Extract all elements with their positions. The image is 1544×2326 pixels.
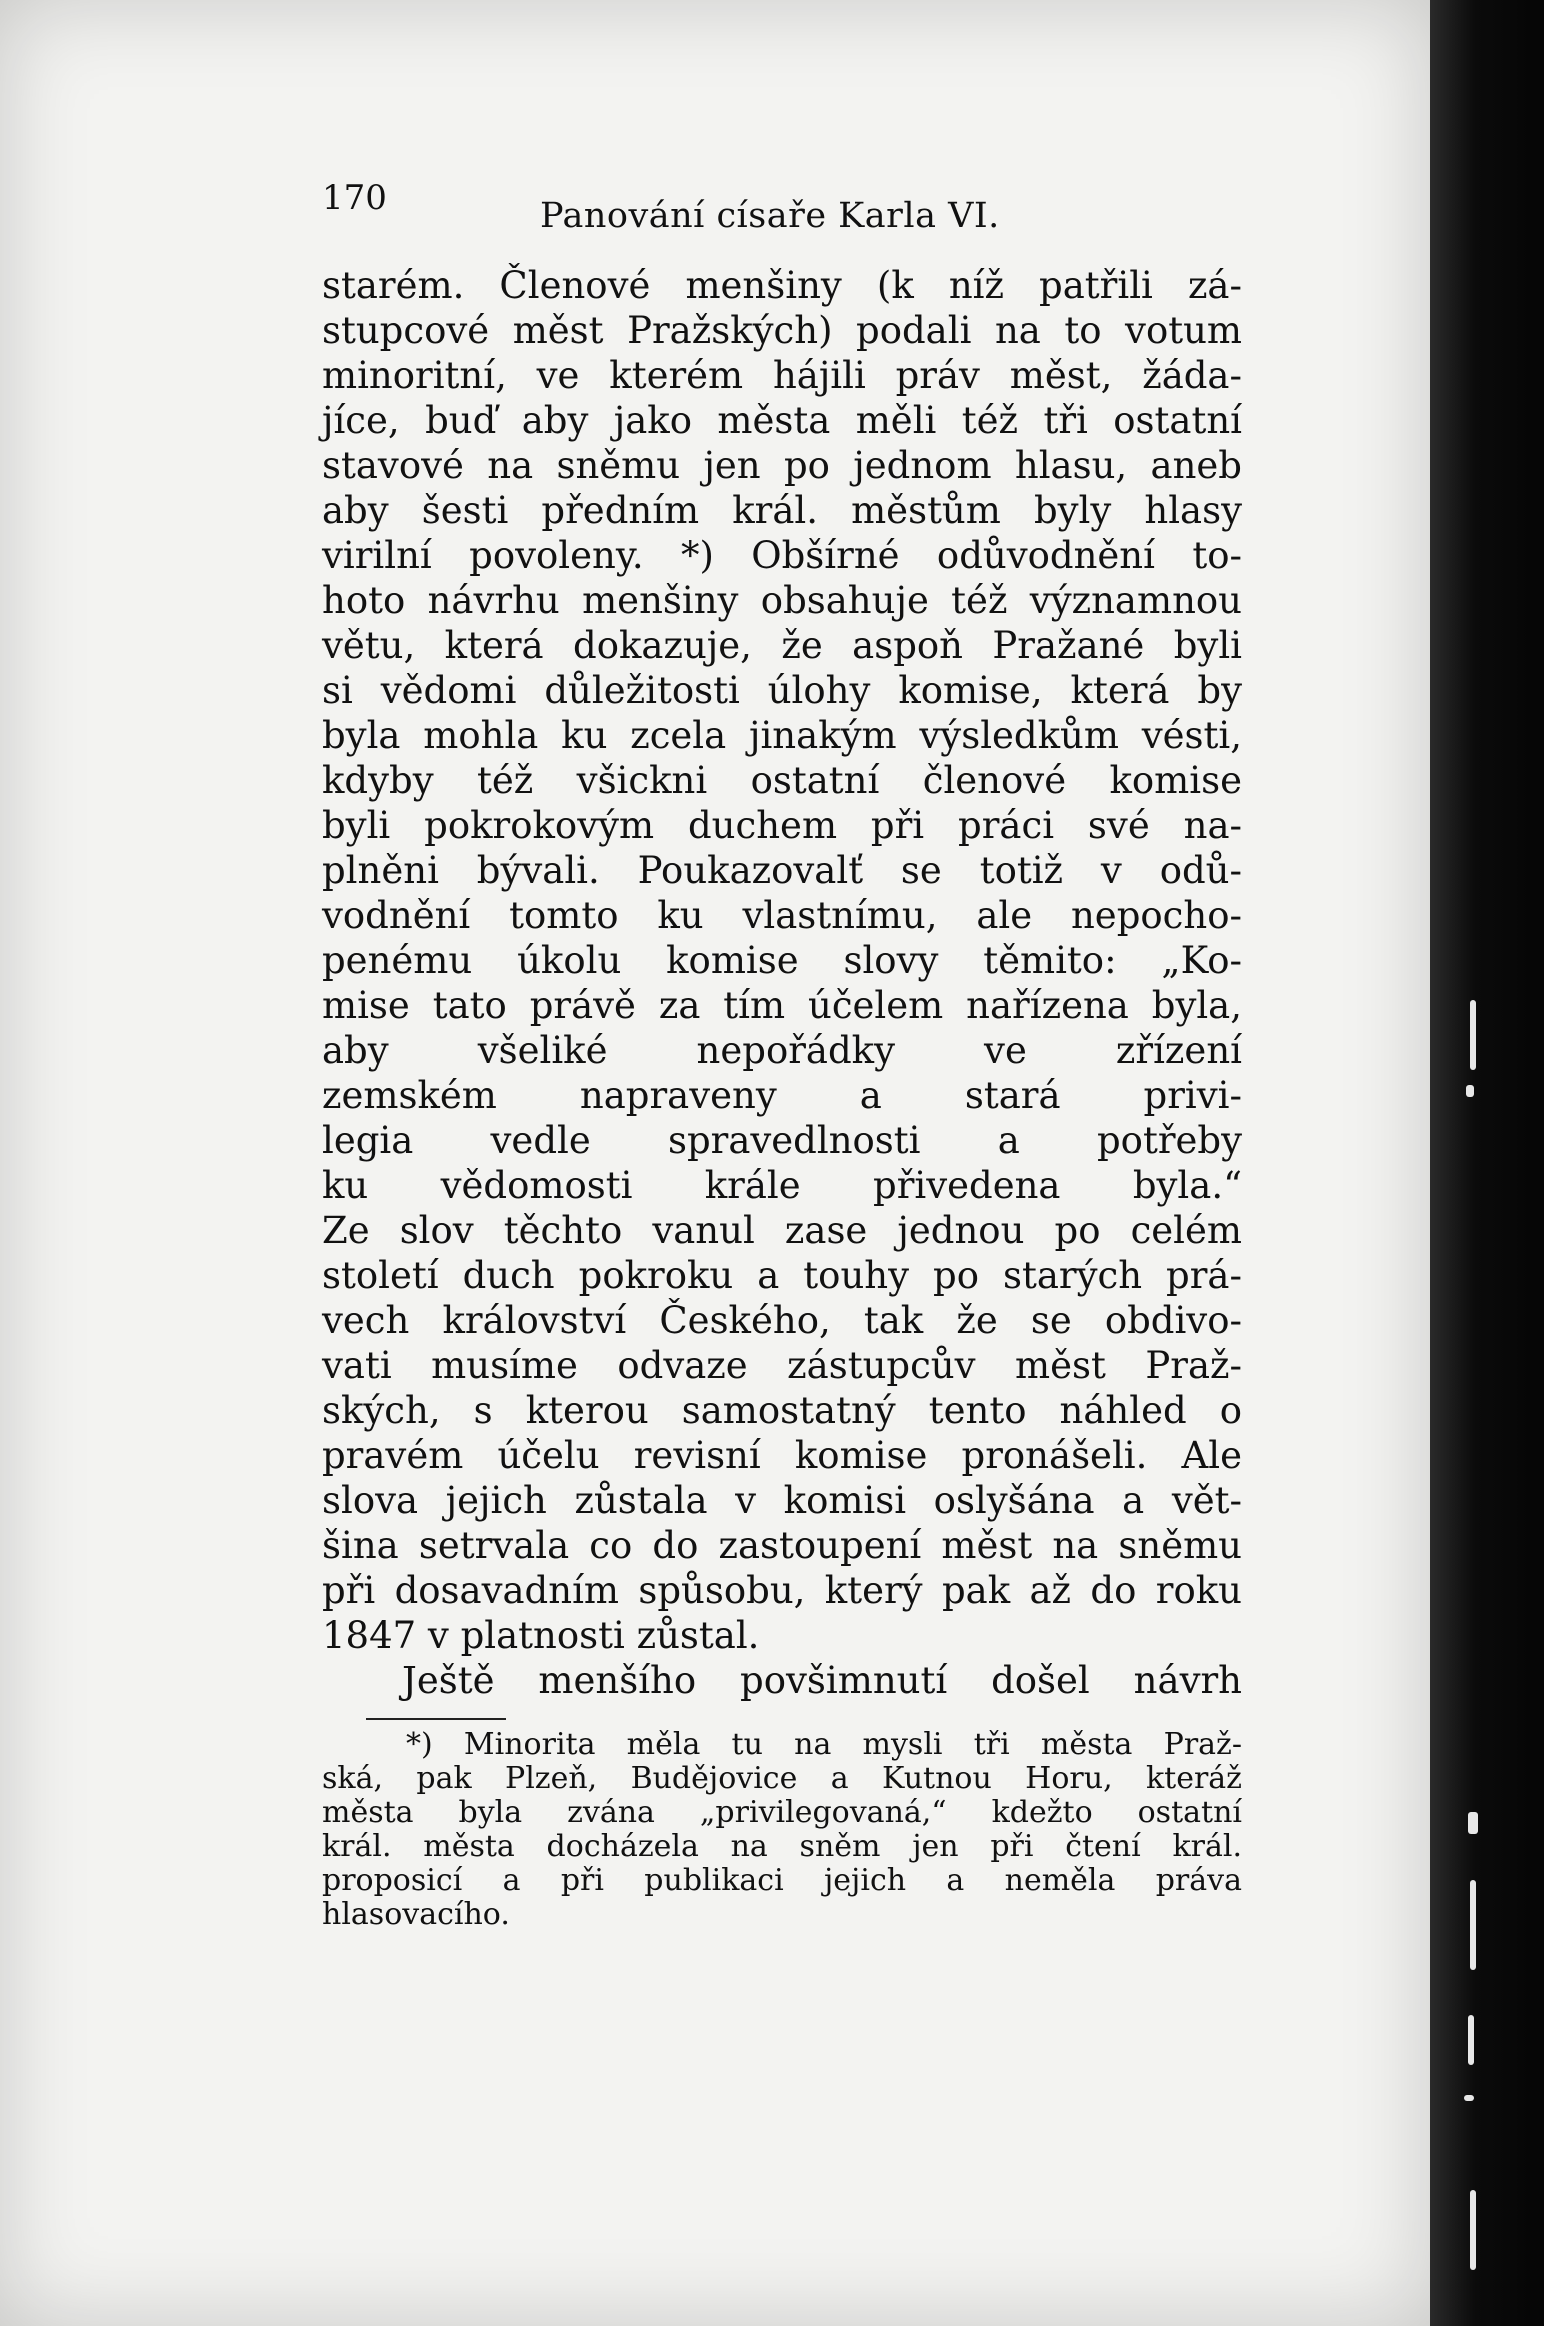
text-line: byla mohla ku zcela jinakým výsledkům vésti, — [322, 714, 1242, 757]
text-line: aby šesti předním král. městům byly hlasy — [322, 489, 1242, 532]
text-line: pravém účelu revisní komise pronášeli. Ale — [322, 1434, 1242, 1477]
text-line: ských, s kterou samostatný tento náhled o — [322, 1389, 1242, 1432]
text-line: plněni bývali. Poukazovalť se totiž v odů- — [322, 849, 1242, 892]
binding-mark — [1470, 2190, 1476, 2270]
binding-mark — [1470, 1880, 1476, 1970]
page-number: 170 — [322, 178, 387, 218]
text-line: mise tato právě za tím účelem nařízena byla, — [322, 984, 1242, 1027]
text-line: vodnění tomto ku vlastnímu, ale nepocho- — [322, 894, 1242, 937]
text-line: při dosavadním spůsobu, který pak až do roku — [322, 1569, 1242, 1612]
text-line: si vědomi důležitosti úlohy komise, která by — [322, 669, 1242, 712]
footnote-line: *) Minorita měla tu na mysli tři města Praž- — [406, 1727, 1242, 1762]
text-line: virilní povoleny. *) Obšírné odůvodnění to- — [322, 534, 1242, 577]
text-line: Ještě menšího povšimnutí došel návrh — [402, 1659, 1242, 1702]
binding-mark — [1468, 1812, 1478, 1834]
text-line: hoto návrhu menšiny obsahuje též významnou — [322, 579, 1242, 622]
text-line: jíce, buď aby jako města měli též tři ostatní — [322, 399, 1242, 442]
footnote-line: ská, pak Plzeň, Budějovice a Kutnou Horu, kteráž — [322, 1761, 1242, 1796]
text-line: penému úkolu komise slovy těmito: „Ko- — [322, 939, 1242, 982]
binding-mark — [1466, 1085, 1474, 1097]
text-line: byli pokrokovým duchem při práci své na- — [322, 804, 1242, 847]
binding-mark — [1470, 1000, 1476, 1070]
text-line: slova jejich zůstala v komisi oslyšána a vět- — [322, 1479, 1242, 1522]
text-line: stupcové měst Pražských) podali na to votum — [322, 309, 1242, 352]
footnote-line: proposicí a při publikaci jejich a neměla práva — [322, 1863, 1242, 1898]
text-line: vati musíme odvaze zástupcův měst Praž- — [322, 1344, 1242, 1387]
text-line: Ze slov těchto vanul zase jednou po celém — [322, 1209, 1242, 1252]
text-line: století duch pokroku a touhy po starých prá- — [322, 1254, 1242, 1297]
body-text — [322, 263, 1242, 1703]
binding-mark — [1468, 2015, 1474, 2065]
text-line: větu, která dokazuje, že aspoň Pražané byli — [322, 624, 1242, 667]
footnote-line: hlasovacího. — [322, 1897, 510, 1932]
text-line-spaced: legia vedle spravedlnosti a potřeby — [322, 1119, 1242, 1162]
text-line: vech království Českého, tak že se obdivo- — [322, 1299, 1242, 1342]
text-line-spaced: zemském napraveny a stará privi- — [322, 1074, 1242, 1117]
text-line: kdyby též všickni ostatní členové komise — [322, 759, 1242, 802]
text-line-spaced: aby všeliké nepořádky ve zřízení — [322, 1029, 1242, 1072]
footnote-line: města byla zvána „privilegovaná,“ kdežto ostatní — [322, 1795, 1242, 1830]
footnote — [322, 1728, 1242, 1932]
text-line: minoritní, ve kterém hájili práv měst, žáda- — [322, 354, 1242, 397]
text-line-spaced: ku vědomosti krále přivedena byla.“ — [322, 1164, 1242, 1207]
text-line: stavové na sněmu jen po jednom hlasu, aneb — [322, 444, 1242, 487]
text-line: starém. Členové menšiny (k níž patřili zá- — [322, 264, 1242, 307]
text-line: šina setrvala co do zastoupení měst na sněmu — [322, 1524, 1242, 1567]
page-header — [322, 178, 1272, 238]
footnote-divider — [366, 1718, 506, 1720]
book-binding-edge — [1430, 0, 1544, 2326]
footnote-line: král. města docházela na sněm jen při čtení král. — [322, 1829, 1242, 1864]
binding-mark — [1464, 2095, 1474, 2101]
text-line: 1847 v platnosti zůstal. — [322, 1614, 760, 1657]
running-title: Panování císaře Karla VI. — [540, 196, 1000, 236]
